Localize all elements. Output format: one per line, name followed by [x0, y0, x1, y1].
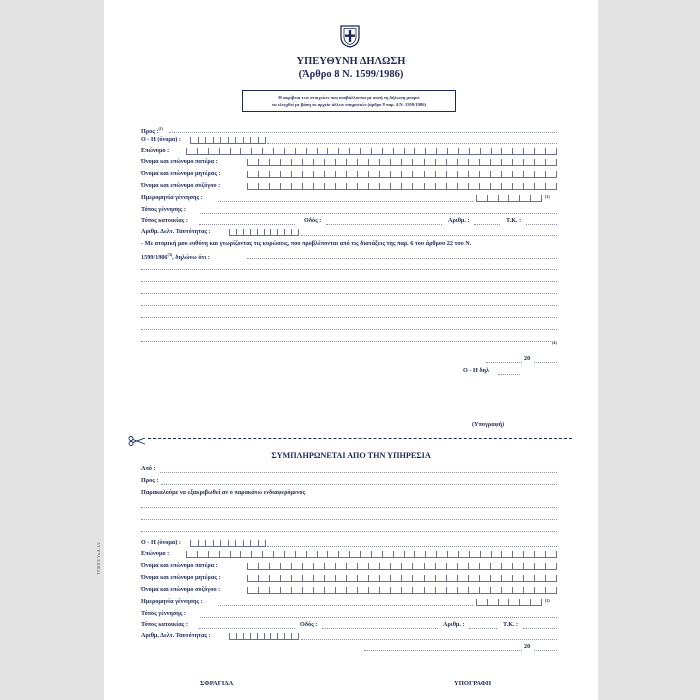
signature-caption: ΥΠΟΓΡΑΦΗ [454, 680, 492, 687]
birthplace-label: Τόπος γέννησης : [141, 206, 186, 213]
service-zip-label: Τ.Κ. : [503, 621, 519, 628]
birthdate-dots [218, 201, 473, 202]
form-title: ΥΠΕΥΘΥΝΗ ΔΗΛΩΣΗ [296, 56, 406, 67]
street-label: Οδός : [304, 217, 322, 224]
service-zip-field[interactable] [523, 628, 557, 629]
zip-label: Τ.Κ. : [506, 217, 522, 224]
date-year: 20 [524, 355, 531, 362]
service-birthdate-sup: (2) [545, 598, 550, 603]
id-boxes[interactable] [229, 229, 299, 236]
surname-boxes[interactable] [186, 148, 557, 155]
street-field[interactable] [326, 224, 442, 225]
zip-field[interactable] [526, 224, 557, 225]
service-to-label: Προς : [141, 477, 159, 484]
declaration-line-field-3[interactable] [141, 281, 557, 282]
service-from-field[interactable] [160, 472, 557, 473]
service-title: ΣΥΜΠΛΗΡΩΝΕΤΑΙ ΑΠΟ ΤΗΝ ΥΠΗΡΕΣΙΑ [271, 451, 431, 460]
id-label: Αριθμ. Δελτ. Ταυτότητας : [141, 228, 211, 235]
declaration-line-field-1[interactable] [247, 258, 557, 259]
signature-label: (Υπογραφή) [472, 421, 505, 428]
declaration-line-field-2[interactable] [141, 269, 557, 270]
service-from-label: Από : [141, 465, 156, 472]
declaration-line-field-5[interactable] [141, 305, 557, 306]
service-to-field[interactable] [161, 484, 557, 485]
date-year-field[interactable] [534, 362, 557, 363]
service-street-label: Οδός : [300, 621, 318, 628]
service-spouse-label: Όνομα και επώνυμο συζύγου : [141, 586, 221, 593]
name-field[interactable] [267, 143, 557, 144]
service-father-boxes[interactable] [247, 563, 557, 570]
declaration-line-2: 1599/1986$^{(3)}$, δηλώνω ότι : [141, 252, 210, 262]
service-id-label: Αριθμ. Δελτ. Ταυτότητας : [141, 632, 211, 639]
spouse-label: Όνομα και επώνυμο συζύγου : [141, 182, 221, 189]
number-label: Αριθμ. : [448, 217, 470, 224]
form-subtitle: (Άρθρο 8 Ν. 1599/1986) [298, 69, 404, 80]
service-request: Παρακαλούμε να εξακριβωθεί αν ο παρακάτω ενδιαφερόμενος [141, 489, 306, 496]
service-date-year: 20 [524, 643, 531, 650]
service-name-boxes[interactable] [190, 540, 266, 547]
date-field[interactable] [486, 362, 522, 363]
service-residence-field[interactable] [199, 628, 295, 629]
birthdate-sup: (2) [545, 194, 550, 199]
to-field[interactable] [169, 132, 557, 133]
mother-boxes[interactable] [247, 171, 557, 178]
service-spouse-boxes[interactable] [247, 587, 557, 594]
service-street-field[interactable] [322, 628, 438, 629]
service-line-3[interactable] [141, 531, 557, 532]
spouse-boxes[interactable] [247, 183, 557, 190]
service-line-1[interactable] [141, 507, 557, 508]
note-line-2: να ελεγχθεί με βάση το αρχείο άλλων υπηρεσιών (άρθρο 8 παρ. 4 Ν. 1599/1986) [271, 102, 427, 107]
name-boxes[interactable] [190, 137, 266, 144]
mother-label: Όνομα και επώνυμο μητέρας : [141, 170, 221, 177]
service-name-field[interactable] [267, 546, 557, 547]
service-birthdate-boxes[interactable] [476, 599, 542, 606]
service-name-label: Ο - Η (όνομα) : [141, 539, 181, 546]
service-mother-label: Όνομα και επώνυμο μητέρας : [141, 574, 221, 581]
service-birthdate-label: Ημερομηνία γέννησης : [141, 598, 203, 605]
declarant-field[interactable] [498, 374, 520, 375]
service-line-2[interactable] [141, 519, 557, 520]
note-line-1: Η ακρίβεια των στοιχείων που υποβάλλονται με αυτή τη δήλωση μπορεί [278, 95, 420, 100]
birthdate-boxes[interactable] [476, 195, 542, 202]
end-sup: (4) [552, 340, 557, 345]
service-id-field[interactable] [301, 639, 557, 640]
service-id-boxes[interactable] [229, 633, 299, 640]
father-label: Όνομα και επώνυμο πατέρα : [141, 158, 218, 165]
declaration-line-field-4[interactable] [141, 293, 557, 294]
stamp-label: ΣΦΡΑΓΙΔΑ [200, 680, 234, 687]
service-father-label: Όνομα και επώνυμο πατέρα : [141, 562, 218, 569]
father-boxes[interactable] [247, 159, 557, 166]
service-date-field[interactable] [364, 650, 522, 651]
side-print-code: ΤΥΠΟΓΡ. Υπ.Δ. 1/2 [96, 542, 101, 575]
to-label: Προς :$^{(1)}$ [141, 126, 164, 136]
number-field[interactable] [474, 224, 500, 225]
service-mother-boxes[interactable] [247, 575, 557, 582]
service-date-year-field[interactable] [534, 650, 557, 651]
birthdate-label: Ημερομηνία γέννησης : [141, 194, 203, 201]
greek-emblem-icon [339, 24, 361, 48]
declaration-line-1: - Με ατομική μου ευθύνη και γνωρίζοντας τις κυρώσεις, που προβλέπονται από τις διατάξεις της παρ. 6 του άρθρου 22 του Ν. [141, 240, 472, 247]
service-surname-label: Επώνυμο : [141, 550, 170, 557]
accuracy-note-box [242, 90, 456, 112]
service-birthplace-label: Τόπος γέννησης : [141, 610, 186, 617]
declaration-line-field-6[interactable] [141, 317, 557, 318]
cut-line [148, 438, 572, 439]
name-label: Ο - Η (όνομα) : [141, 136, 181, 143]
surname-label: Επώνυμο : [141, 147, 170, 154]
residence-field[interactable] [199, 224, 295, 225]
declaration-line-field-7[interactable] [141, 329, 557, 330]
birthplace-field[interactable] [200, 213, 557, 214]
form-page [96, 0, 598, 700]
scissors-icon [128, 433, 146, 443]
service-number-field[interactable] [469, 628, 497, 629]
service-birthdate-dots [218, 605, 473, 606]
service-residence-label: Τόπος κατοικίας : [141, 621, 188, 628]
declaration-line-field-8[interactable] [141, 341, 551, 342]
id-field[interactable] [301, 235, 557, 236]
residence-label: Τόπος κατοικίας : [141, 217, 188, 224]
service-number-label: Αριθμ. : [443, 621, 465, 628]
service-birthplace-field[interactable] [200, 617, 557, 618]
declarant-label: Ο - Η δηλ [463, 367, 490, 374]
service-surname-boxes[interactable] [186, 551, 557, 558]
